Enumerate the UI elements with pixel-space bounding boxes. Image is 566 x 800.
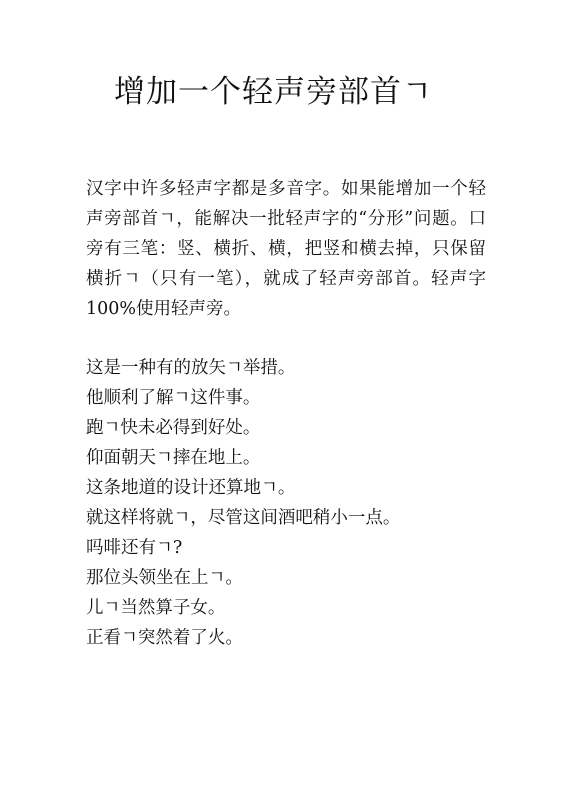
example-sentence: 这条地道的设计还算地ㄱ。 — [86, 478, 296, 498]
example-sentence: 他顺利了解ㄱ这件事。 — [86, 388, 261, 408]
example-sentence: 这是一种有的放矢ㄱ举措。 — [86, 358, 296, 378]
example-sentence: 吗啡还有ㄱ? — [86, 538, 183, 558]
example-sentence: 那位头领坐在上ㄱ。 — [86, 568, 243, 588]
example-sentence: 正看ㄱ突然着了火。 — [86, 628, 243, 648]
document-title: 增加一个轻声旁部首ㄱ — [114, 74, 433, 110]
example-sentence: 儿ㄱ当然算子女。 — [86, 598, 226, 618]
intro-paragraph: 汉字中许多轻声字都是多音字。如果能增加一个轻声旁部首ㄱ，能解决一批轻声字的“分形”问题。口旁有三笔：竖、横折、横，把竖和横去掉，只保留横折ㄱ（只有一笔），就成了轻声旁部首。轻声字 100%使用轻声旁。 — [86, 179, 486, 319]
example-sentence-list — [86, 353, 506, 653]
example-sentence: 跑ㄱ快未必得到好处。 — [86, 418, 261, 438]
example-sentence: 就这样将就ㄱ，尽管这间酒吧稍小一点。 — [86, 508, 401, 528]
example-sentence: 仰面朝天ㄱ摔在地上。 — [86, 448, 261, 468]
